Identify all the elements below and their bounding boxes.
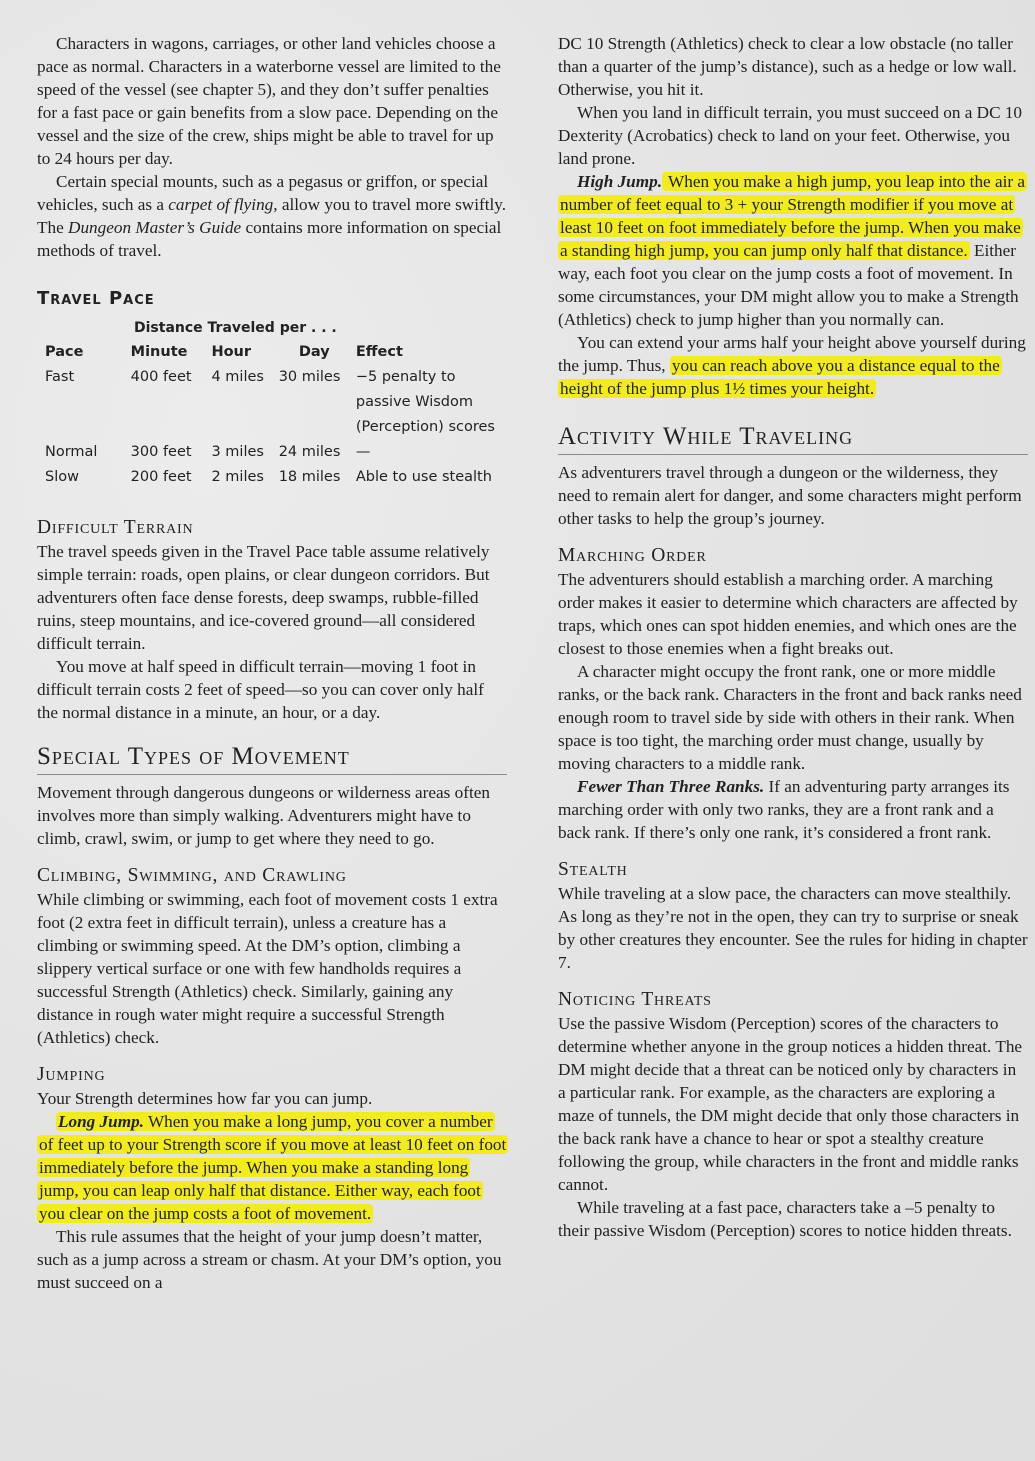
vehicles-paragraph: Characters in wagons, carriages, or other land vehicles choose a pace as normal. Characters in a waterborne vessel are limited to the speed of the vessel (see chapter 5), and they don’t suffer penalties for a fast pace or gain benefits from a slow pace. Depending on the vessel and the size of the crew, ships might be able to travel for up to 24 hours per day.	[37, 34, 501, 168]
difficult-terrain-p1: The travel speeds given in the Travel Pace table assume relatively simple terrain: roads, open plains, or clear dungeon corridors. But adventurers often face dense forests, deep swamps, rubble-filled ruins, steep mountains, and ice-covered ground—all considered difficult terrain.	[37, 542, 490, 653]
high-jump-label: High Jump.	[577, 172, 663, 191]
col-day: Day	[298, 344, 330, 360]
difficult-terrain-heading: Difficult Terrain	[37, 517, 194, 538]
table-row	[45, 465, 507, 490]
cell: Fast	[45, 369, 75, 385]
marching-order-p1: The adventurers should establish a marching order. A marching order makes it easier to determine which characters are affected by traps, which ones can spot hidden enemies, and which ones are the closest to those enemies when a fight breaks out.	[558, 570, 1018, 658]
cell: —	[355, 444, 371, 460]
table-header-row	[45, 340, 507, 365]
special-mounts-paragraph: Certain special mounts, such as a pegasus or griffon, or special vehicles, such as a carpet of flying, allow you to travel more swiftly. The Dungeon Master’s Guide contains more information on special methods of travel.	[37, 172, 507, 260]
col-minute: Minute	[130, 344, 188, 360]
obstacle-paragraph: DC 10 Strength (Athletics) check to clear a low obstacle (no taller than a quarter of the jump’s distance), such as a hedge or low wall. Otherwise, you hit it.	[558, 34, 1017, 99]
cell: 300 feet	[130, 444, 192, 460]
stealth-heading: Stealth	[558, 859, 628, 880]
climbing-p1: While climbing or swimming, each foot of movement costs 1 extra foot (2 extra feet in difficult terrain), unless a creature has a climbing or swimming speed. At the DM’s option, climbing a slippery vertical surface or one with few handholds requires a successful Strength (Athletics) check. Similarly, gaining any distance in rough water might require a successful Strength (Athletics) check.	[37, 890, 498, 1047]
left-column	[37, 32, 507, 1294]
jump-height-paragraph: This rule assumes that the height of your jump doesn’t matter, such as a jump across a stream or chasm. At your DM’s option, you must succeed on a	[37, 1227, 502, 1292]
landing-paragraph: When you land in difficult terrain, you must succeed on a DC 10 Dexterity (Acrobatics) check to land on your feet. Otherwise, you land prone.	[558, 103, 1023, 168]
cell: 3 miles	[211, 444, 264, 460]
noticing-threats-p2: While traveling at a fast pace, characters take a –5 penalty to their passive Wisdom (Perception) scores to notice hidden threats.	[558, 1198, 1012, 1240]
special-movement-p1: Movement through dangerous dungeons or wilderness areas often involves more than simply walking. Adventurers might have to climb, crawl, swim, or jump to get where they need to go.	[37, 783, 490, 848]
table-row	[45, 440, 507, 465]
cell: 200 feet	[130, 469, 192, 485]
activity-heading: Activity While Traveling	[558, 422, 1028, 455]
carpet-of-flying: carpet of flying,	[168, 195, 278, 214]
long-jump-highlight: Long Jump. When you make a long jump, you cover a number of feet up to your Strength score if you move at least 10 feet on foot immediately before the jump. When you make a standing long jump, you can leap only half that distance. Either way, each foot you clear on the jump costs a foot of movement.	[39, 1112, 507, 1223]
cell: Able to use stealth	[355, 469, 492, 485]
stealth-p1: While traveling at a slow pace, the characters can move stealthily. As long as they’re not in the open, they can try to surprise or sneak by other creatures they encounter. See the rules for hiding in chapter 7.	[558, 884, 1028, 972]
cell: 4 miles	[211, 369, 264, 385]
fewer-ranks-label: Fewer Than Three Ranks.	[577, 777, 765, 796]
long-jump-paragraph	[37, 1110, 507, 1225]
cell: 18 miles	[278, 469, 341, 485]
climbing-heading: Climbing, Swimming, and Crawling	[37, 865, 347, 886]
jumping-p1: Your Strength determines how far you can jump.	[37, 1089, 373, 1108]
cell: Slow	[45, 469, 79, 485]
high-jump-highlight: When you make a high jump, you leap into the air a number of feet equal to 3 + your Strength modifier if you move at least 10 feet on foot immediately before the jump. When you make a standing high jump, you can jump only half that distance.	[560, 172, 1026, 260]
activity-p1: As adventurers travel through a dungeon or the wilderness, they need to remain alert for danger, and some characters might perform other tasks to help the group’s journey.	[558, 463, 1022, 528]
col-effect: Effect	[355, 344, 403, 360]
cell: −5 penalty to passive Wisdom (Perception) scores	[355, 369, 495, 435]
reach-highlight: you can reach above you a distance equal to the height of the jump plus 1½ times your height.	[560, 356, 1000, 398]
cell: 2 miles	[211, 469, 264, 485]
cell: 30 miles	[278, 369, 341, 385]
marching-order-heading: Marching Order	[558, 545, 707, 566]
col-pace: Pace	[45, 344, 84, 360]
distance-group-header: Distance Traveled per . . .	[134, 320, 337, 336]
col-hour: Hour	[211, 344, 252, 360]
reach-paragraph: You can extend your arms half your height above yourself during the jump. Thus, you can reach above you a distance equal to the height of the jump plus 1½ times your height.	[558, 333, 1026, 398]
cell: 400 feet	[130, 369, 192, 385]
cell: 24 miles	[278, 444, 341, 460]
noticing-threats-heading: Noticing Threats	[558, 989, 712, 1010]
travel-pace-title: Travel Pace	[37, 288, 155, 309]
table-row	[45, 365, 507, 440]
high-jump-paragraph: High Jump. When you make a high jump, you leap into the air a number of feet equal to 3 + your Strength modifier if you move at least 10 feet on foot immediately before the jump. When you make a standing high jump, you can jump only half that distance. Either way, each foot you clear on the jump costs a foot of movement. In some circumstances, your DM might allow you to make a Strength (Athletics) check to jump higher than you normally can.	[558, 172, 1026, 329]
fewer-ranks-paragraph: Fewer Than Three Ranks. If an adventuring party arranges its marching order with only two ranks, they are a front rank and a back rank. If there’s only one rank, it’s considered a front rank.	[558, 777, 1010, 842]
difficult-terrain-p2: You move at half speed in difficult terrain—moving 1 foot in difficult terrain costs 2 feet of speed—so you can cover only half the normal distance in a minute, an hour, or a day.	[37, 657, 484, 722]
long-jump-label: Long Jump.	[58, 1112, 144, 1131]
marching-order-p2: A character might occupy the front rank, one or more middle ranks, or the back rank. Characters in the front and back ranks need enough room to travel side by side with others in their rank. When space is too tight, the marching order must change, usually by moving characters to a middle rank.	[558, 662, 1022, 773]
noticing-threats-p1: Use the passive Wisdom (Perception) scores of the characters to determine whether anyone in the group notices a hidden threat. The DM might decide that a threat can be noticed only by characters in a particular rank. For example, as the characters are exploring a maze of tunnels, the DM might decide that only those characters in the back rank have a chance to hear or spot a stealthy creature following the group, while characters in the front and middle ranks cannot.	[558, 1014, 1023, 1194]
cell: Normal	[45, 444, 98, 460]
dmg-title: Dungeon Master’s Guide	[68, 218, 242, 237]
special-movement-heading: Special Types of Movement	[37, 742, 507, 775]
jumping-heading: Jumping	[37, 1064, 106, 1085]
right-column	[558, 32, 1028, 1242]
travel-pace-table	[45, 340, 507, 490]
